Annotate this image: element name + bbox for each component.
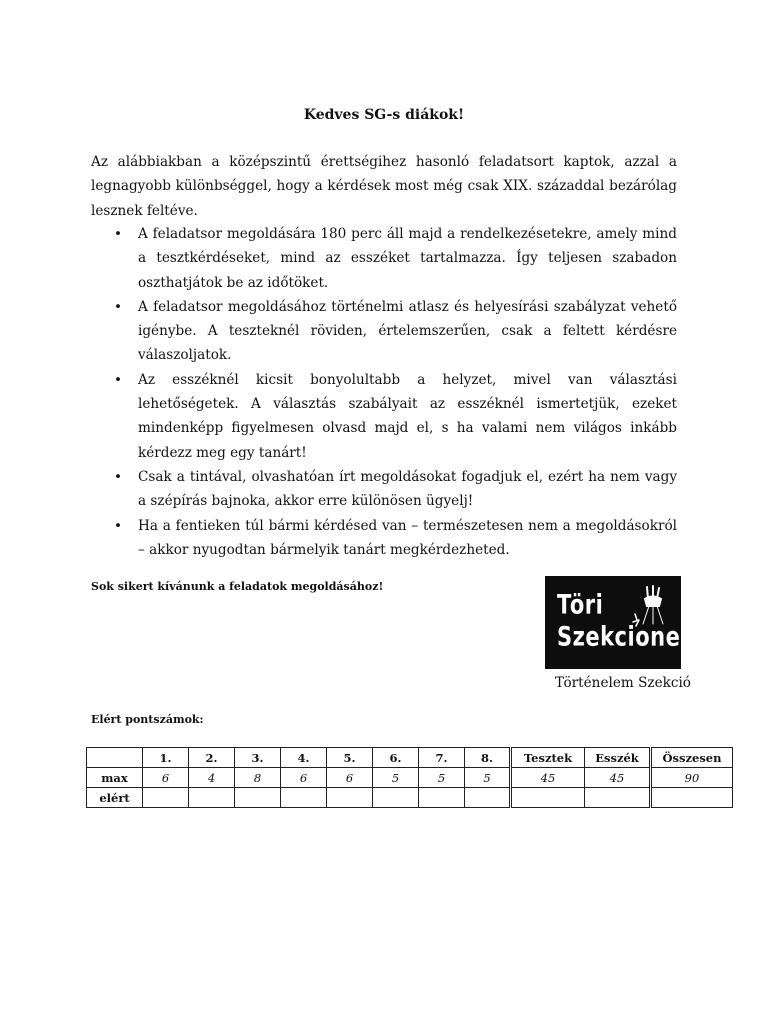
rule-text: Ha a fentieken túl bármi kérdésed van – természetesen nem a megoldásokról – akkor nyugodtan bármelyik tanárt megkérdezheted. <box>138 517 677 558</box>
rule-item <box>91 368 677 465</box>
header-cell: Összesen <box>651 748 733 768</box>
score-cell[interactable] <box>511 788 585 808</box>
score-cell[interactable] <box>189 788 235 808</box>
max-cell: 5 <box>465 768 511 788</box>
header-cell: 5. <box>327 748 373 768</box>
intro-paragraph <box>91 150 677 223</box>
table-row <box>87 788 733 808</box>
row-label: elért <box>87 788 143 808</box>
logo-line-2: Szekcione <box>557 621 681 652</box>
tori-szekcione-logo <box>545 576 681 669</box>
closing-text: Sok sikert kívánunk a feladatok megoldásához! <box>91 580 384 593</box>
max-cell: 6 <box>143 768 189 788</box>
bullet-icon: • <box>114 371 123 388</box>
logo-caption: Történelem Szekció <box>554 675 691 691</box>
table-header-row <box>87 748 733 768</box>
max-cell: 5 <box>373 768 419 788</box>
header-cell: 8. <box>465 748 511 768</box>
rule-item <box>91 465 677 514</box>
scores-table <box>86 747 733 808</box>
score-cell[interactable] <box>419 788 465 808</box>
rule-item <box>91 295 677 368</box>
header-cell: 4. <box>281 748 327 768</box>
score-cell[interactable] <box>143 788 189 808</box>
bullet-icon: • <box>114 468 123 485</box>
rule-text: A feladatsor megoldásához történelmi atlasz és helyesírási szabályzat vehető igénybe. A teszteknél röviden, értelemszerűen, csak a feltett kérdésre válaszoljatok. <box>138 298 677 364</box>
score-cell[interactable] <box>327 788 373 808</box>
max-cell: 4 <box>189 768 235 788</box>
score-cell[interactable] <box>235 788 281 808</box>
max-cell: 45 <box>511 768 585 788</box>
bullet-icon: • <box>114 517 123 534</box>
max-cell: 90 <box>651 768 733 788</box>
max-cell: 6 <box>281 768 327 788</box>
bullet-icon: • <box>114 226 123 242</box>
rules-list <box>91 222 677 562</box>
header-cell: 6. <box>373 748 419 768</box>
rule-item <box>91 514 677 563</box>
score-cell[interactable] <box>465 788 511 808</box>
rule-text: Az esszéknél kicsit bonyolultabb a helyzet, mivel van választási lehetőségetek. A választás szabályait az esszéknél ismertetjük, ezeket mindenképp figyelmesen olvasd majd el, s ha valami nem világos inkább kérdezz meg egy tanárt! <box>138 371 677 461</box>
puppet-hand-icon <box>623 584 673 628</box>
max-cell: 6 <box>327 768 373 788</box>
rule-text: Csak a tintával, olvashatóan írt megoldásokat fogadjuk el, ezért ha nem vagy a szépírás bajnoka, akkor erre különösen ügyelj! <box>138 468 677 510</box>
logo-line-1: Töri <box>557 589 604 620</box>
rule-item <box>91 222 677 295</box>
table-row <box>87 768 733 788</box>
max-cell: 8 <box>235 768 281 788</box>
header-cell <box>87 748 143 768</box>
row-label: max <box>87 768 143 788</box>
page-title: Kedves SG-s diákok! <box>303 107 465 123</box>
score-cell[interactable] <box>585 788 651 808</box>
header-cell: 1. <box>143 748 189 768</box>
header-cell: Esszék <box>585 748 651 768</box>
intro-text: Az alábbiakban a középszintű érettségihez hasonló feladatsort kaptok, azzal a legnagyobb különbséggel, hogy a kérdések most még csak XIX. századdal bezárólag lesznek feltéve. <box>91 154 677 219</box>
header-cell: 3. <box>235 748 281 768</box>
bullet-icon: • <box>114 298 123 315</box>
scores-label: Elért pontszámok: <box>91 713 204 726</box>
header-cell: 2. <box>189 748 235 768</box>
rule-text: A feladatsor megoldására 180 perc áll majd a rendelkezésetekre, amely mind a tesztkérdéseket, mind az esszéket tartalmazza. Így teljesen szabadon oszthatjátok be az időtöket. <box>138 226 677 291</box>
score-cell[interactable] <box>373 788 419 808</box>
header-cell: Tesztek <box>511 748 585 768</box>
score-cell[interactable] <box>651 788 733 808</box>
score-cell[interactable] <box>281 788 327 808</box>
max-cell: 5 <box>419 768 465 788</box>
header-cell: 7. <box>419 748 465 768</box>
max-cell: 45 <box>585 768 651 788</box>
